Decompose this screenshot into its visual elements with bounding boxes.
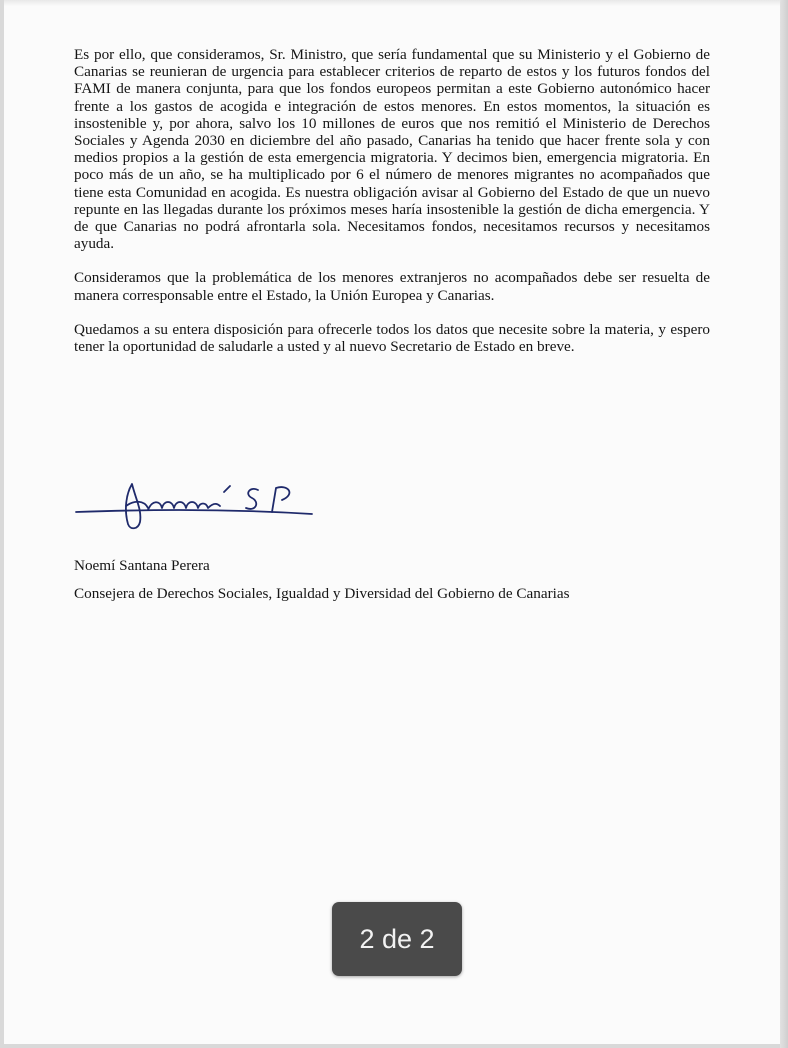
handwritten-signature xyxy=(74,470,324,550)
scan-right-edge xyxy=(780,0,788,1048)
paragraph-closing: Quedamos a su entera disposición para ofrecerle todos los datos que necesite sobre la materia, y espero tener la oportunidad de saludarle a usted y al nuevo Secretario de Estado en breve. xyxy=(74,320,710,356)
signer-name: Noemí Santana Perera xyxy=(74,557,210,574)
letter-body xyxy=(74,46,710,372)
signer-title: Consejera de Derechos Sociales, Igualdad y Diversidad del Gobierno de Canarias xyxy=(74,585,570,602)
scan-top-edge xyxy=(4,0,780,6)
paragraph-funding-request: Es por ello, que consideramos, Sr. Ministro, que sería fundamental que su Ministerio y el Gobierno de Canarias se reunieran de urgencia para establecer criterios de reparto de estos y los futuros fondos del FAMI de manera conjunta, para que los fondos europeos permitan a este Gobierno autonómico hacer frente a los gastos de acogida e integración de estos menores. En estos momentos, la situación es insostenible y, por ahora, salvo los 10 millones de euros que nos remitió el Ministerio de Derechos Sociales y Agenda 2030 en diciembre del año pasado, Canarias ha tenido que hacer frente sola y con medios propios a la gestión de esta emergencia migratoria. Y decimos bien, emergencia migratoria. En poco más de un año, se ha multiplicado por 6 el número de menores migrantes no acompañados que tiene esta Comunidad en acogida. Es nuestra obligación avisar al Gobierno del Estado de que un nuevo repunte en las llegadas durante los próximos meses haría insostenible la gestión de dicha emergencia. Y de que Canarias no podrá afrontarla sola. Necesitamos fondos, necesitamos recursos y necesitamos ayuda. xyxy=(74,46,710,253)
document-page xyxy=(4,0,780,1044)
page-indicator-label: 2 de 2 xyxy=(359,923,435,954)
paragraph-shared-responsibility: Consideramos que la problemática de los menores extranjeros no acompañados debe ser resuelta de manera corresponsable entre el Estado, la Unión Europea y Canarias. xyxy=(74,269,710,304)
page-indicator-badge xyxy=(332,902,462,976)
